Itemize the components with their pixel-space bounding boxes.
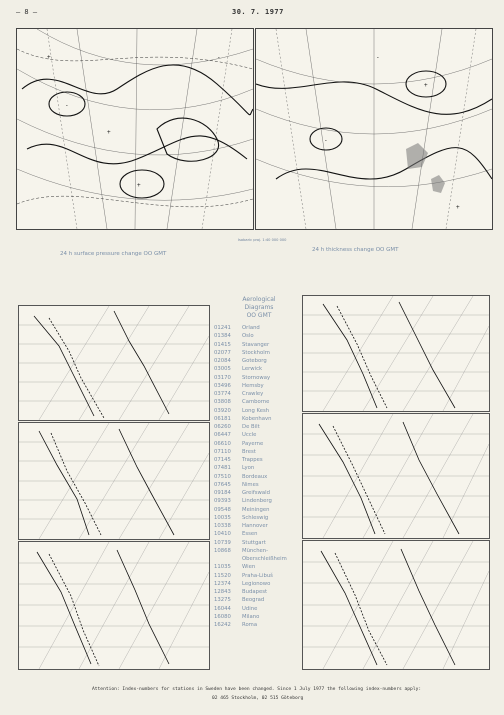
station-number: 02084 (214, 358, 231, 364)
station-name: Uccle (242, 432, 257, 439)
station-name: Brest (242, 448, 256, 455)
svg-text:+: + (47, 54, 51, 61)
station-name: Stockholm (242, 349, 270, 356)
station-number: 07110 (214, 448, 231, 455)
station-number: 10739 (214, 539, 231, 546)
svg-text:+: + (456, 204, 460, 211)
station-number: 07645 (214, 481, 231, 488)
station-row (214, 547, 304, 555)
station-row (214, 382, 304, 390)
station-row (214, 489, 304, 497)
station-row (214, 596, 304, 604)
station-name: Udine (242, 605, 258, 612)
aero-title-3: OO GMT (246, 312, 272, 319)
station-name: Roma (242, 622, 258, 628)
station-row (214, 341, 304, 349)
station-name: Trappes (242, 457, 263, 463)
station-number: 11035 (214, 564, 231, 571)
station-row (214, 530, 304, 538)
station-name: Lindenberg (242, 498, 272, 505)
station-row (214, 514, 304, 522)
station-name: Praha-Libuš (242, 572, 273, 579)
station-number: 03808 (214, 399, 231, 406)
aerological-diagram (302, 295, 490, 412)
station-name: Stuttgart (242, 539, 266, 546)
station-row (214, 580, 304, 588)
aerological-diagram (18, 305, 210, 421)
station-row (214, 332, 304, 340)
station-name: Essen (242, 531, 258, 538)
station-row (214, 506, 304, 514)
station-number: 03774 (214, 391, 231, 397)
station-name: Meiningen (242, 506, 270, 513)
pressure-map-drawing (17, 29, 253, 229)
station-number: 10035 (214, 514, 231, 521)
station-row (214, 415, 304, 423)
station-name: Nimes (242, 481, 259, 488)
station-number: 07145 (214, 457, 231, 463)
station-name: De Bilt (242, 424, 260, 430)
station-name: Payerne (242, 440, 264, 447)
station-number: 12374 (214, 580, 231, 587)
station-number: 09548 (214, 506, 231, 513)
station-number: 06447 (214, 432, 231, 439)
station-name: Beograd (242, 597, 265, 604)
map-scale-note: Isobaric proj. 1:40 000 000 (238, 238, 287, 242)
station-row (214, 448, 304, 456)
attention-note-line2: 02 465 Stockholm, 02 515 Göteborg (212, 696, 304, 701)
station-row (214, 398, 304, 406)
station-number: 03170 (214, 374, 231, 381)
station-rows (214, 324, 304, 629)
attention-note: Attention: Index-numbers for stations in Sweden have been changed. Since 1 July 1977 the following index-numbers apply: (92, 687, 422, 692)
aerological-diagram (18, 541, 210, 670)
station-name: Stavanger (242, 341, 270, 348)
station-row (214, 324, 304, 332)
station-row (214, 440, 304, 448)
station-row (214, 522, 304, 530)
station-number: 09393 (214, 498, 231, 505)
station-name: Stornoway (242, 374, 271, 381)
svg-text:-: - (182, 136, 186, 143)
station-number: 11520 (214, 572, 231, 579)
station-row (214, 374, 304, 382)
station-number: 03496 (214, 382, 231, 389)
station-number: 12843 (214, 589, 231, 595)
station-name: Lerwick (242, 366, 263, 373)
station-number: 16080 (214, 613, 231, 620)
station-number: 06610 (214, 440, 231, 447)
aero-title-2: Diagrams (244, 304, 274, 311)
station-name: Bordeaux (242, 473, 268, 480)
station-number: 10410 (214, 531, 231, 538)
station-row (214, 431, 304, 439)
station-number: 09184 (214, 490, 231, 496)
aerological-diagram (302, 413, 490, 539)
svg-text:+: + (107, 129, 111, 136)
station-name: Hemsby (242, 382, 264, 389)
station-row (214, 407, 304, 415)
station-number: 03005 (214, 366, 231, 373)
station-name: Oberschleißheim (242, 556, 287, 562)
station-name: Goteborg (242, 358, 267, 364)
station-row (214, 349, 304, 357)
thickness-map-drawing (256, 29, 492, 229)
left-map-caption: 24 h surface pressure change OO GMT (60, 251, 167, 257)
station-row (214, 464, 304, 472)
station-name: Schleswig (242, 514, 269, 521)
surface-pressure-change-map (16, 28, 254, 230)
station-row (214, 539, 304, 547)
station-name: Oslo (242, 333, 254, 340)
station-name: Budapest (242, 589, 268, 595)
station-number: 16044 (214, 605, 231, 612)
station-name: Long Kesh (242, 407, 270, 414)
station-name: Orland (242, 325, 260, 331)
station-row (214, 605, 304, 613)
station-row (214, 357, 304, 365)
aerological-station-list (214, 296, 304, 629)
station-number: 01241 (214, 325, 231, 331)
station-row (214, 588, 304, 596)
page-number: – 8 – (16, 8, 38, 16)
right-map-caption: 24 h thickness change OO GMT (312, 247, 399, 253)
svg-text:-: - (65, 102, 69, 109)
station-number: 06181 (214, 415, 231, 422)
station-row (214, 365, 304, 373)
station-number: 01415 (214, 341, 231, 348)
station-row (214, 572, 304, 580)
station-row (214, 563, 304, 571)
station-number: 07481 (214, 465, 231, 472)
station-row (214, 621, 304, 629)
station-name: Legionowo (242, 580, 271, 587)
station-number: 02077 (214, 349, 231, 356)
station-number: 13275 (214, 597, 231, 604)
aerological-diagram (302, 540, 490, 670)
station-number: 07510 (214, 473, 231, 480)
svg-text:+: + (424, 82, 428, 89)
station-row (214, 613, 304, 621)
station-name: Wien (242, 564, 256, 571)
station-row (214, 456, 304, 464)
station-name: Lyon (242, 465, 255, 472)
station-number: 01384 (214, 333, 231, 340)
station-row (214, 481, 304, 489)
station-number: 10338 (214, 523, 231, 529)
station-row (214, 555, 304, 563)
station-row (214, 390, 304, 398)
station-name: Kobenhavn (242, 415, 272, 422)
station-name: Milano (242, 613, 260, 620)
station-number: 06260 (214, 424, 231, 430)
svg-text:-: - (324, 137, 328, 144)
aerological-diagram (18, 422, 210, 540)
station-row (214, 423, 304, 431)
thickness-change-map (255, 28, 493, 230)
aero-title-1: Aerological (242, 296, 276, 303)
station-name: München- (242, 547, 269, 554)
station-name: Hannover (242, 523, 268, 529)
station-name: Crawley (242, 391, 264, 397)
station-name: Camborne (242, 399, 270, 406)
station-number: 16242 (214, 622, 231, 628)
svg-text:+: + (137, 182, 141, 189)
station-row (214, 497, 304, 505)
svg-text:-: - (376, 54, 380, 61)
station-row (214, 473, 304, 481)
station-number: 10868 (214, 547, 231, 554)
bulletin-date: 30. 7. 1977 (232, 8, 284, 16)
station-name: Greifswald (242, 490, 270, 496)
svg-text:-: - (217, 54, 221, 61)
station-number: 03920 (214, 407, 231, 414)
